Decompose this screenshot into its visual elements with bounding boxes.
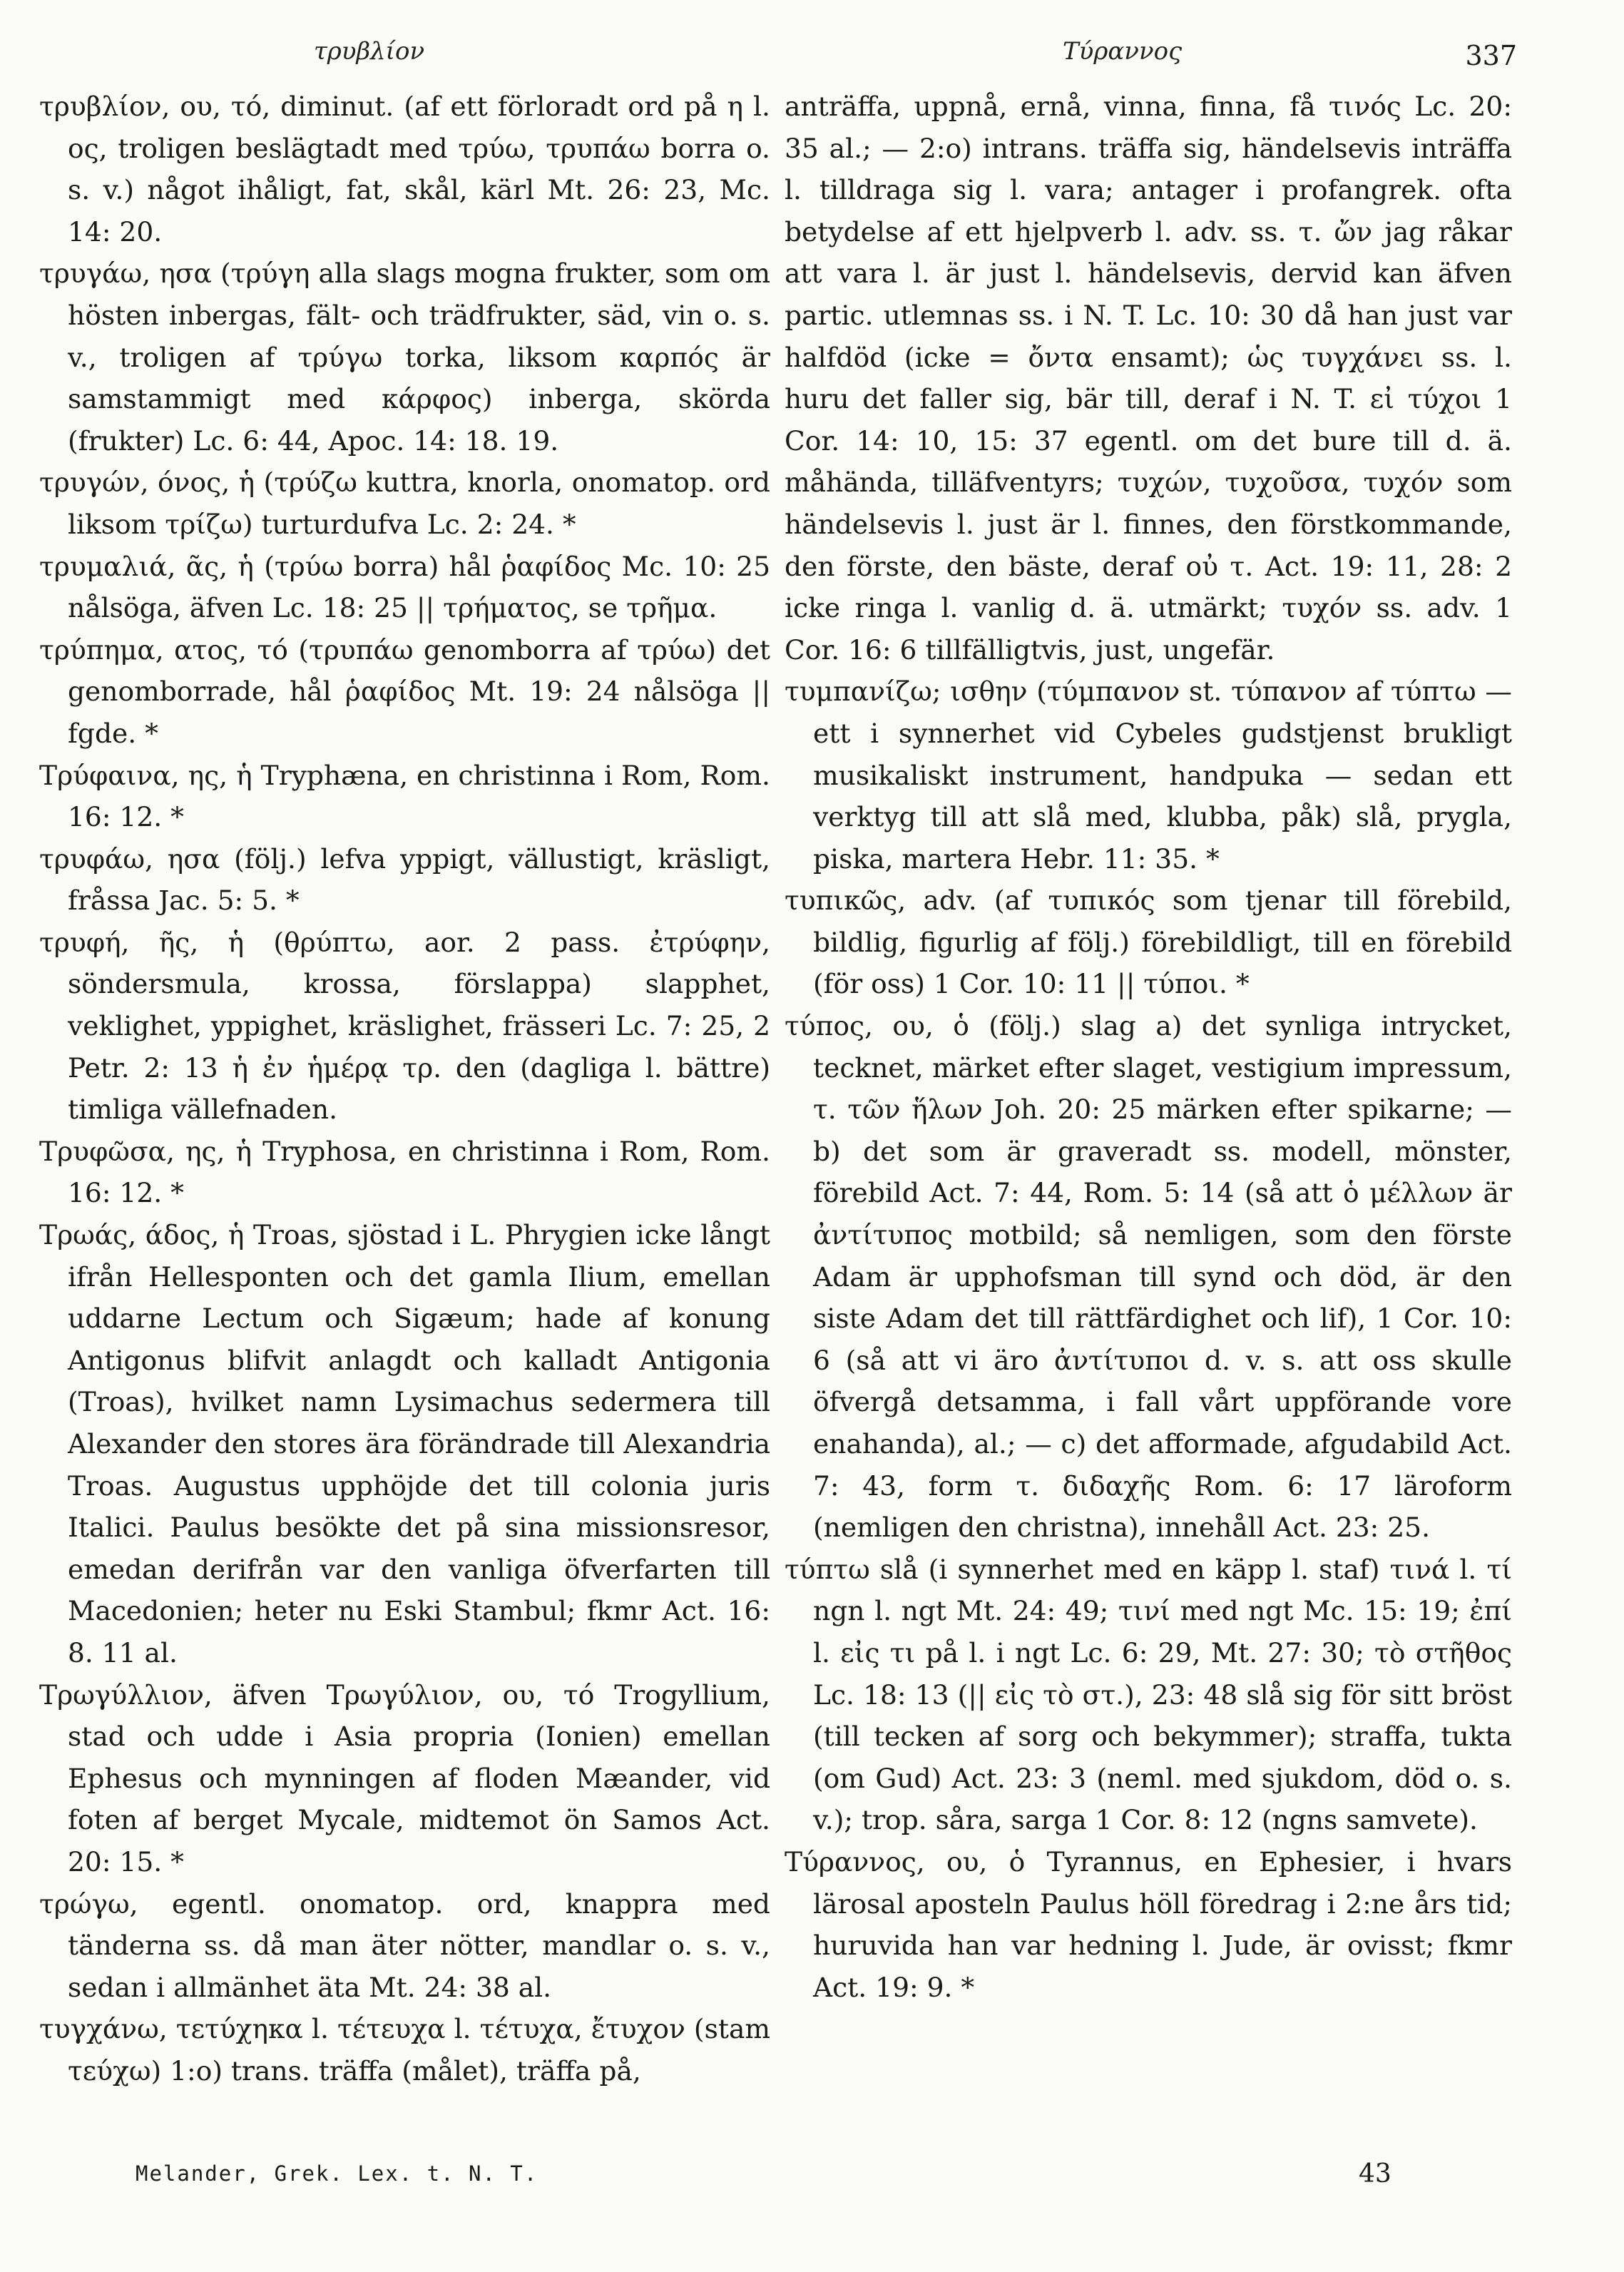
- entry-truphao: τρυφάω, ησα (följ.) lefva yppigt, vällustigt, kräsligt, fråssa Jac. 5: 5. *: [39, 842, 770, 917]
- left-running-head: τρυβλίον: [314, 37, 425, 66]
- entry-tryphosa: Τρυφῶσα, ης, ἡ Tryphosa, en christinna i Rom, Rom. 16: 12. *: [39, 1135, 770, 1209]
- entry-tryphaena: Τρύφαινα, ης, ἡ Tryphæna, en christinna i Rom, Rom. 16: 12. *: [39, 759, 770, 833]
- right-column: [785, 86, 1512, 2008]
- entry-trugon: τρυγών, όνος, ἡ (τρύζω kuttra, knorla, onomatop. ord liksom τρίζω) turturdufva Lc. 2: 24. *: [39, 467, 770, 540]
- signature-mark: 43: [1359, 2159, 1391, 2189]
- entry-tugchano-continued: anträffa, uppnå, ernå, vinna, finna, få τινός Lc. 20: 35 al.; — 2:o) intrans. träffa sig, händelsevis inträffa l. tilldraga sig l. vara; antager i profangrek. ofta betydelse af ett hjelpverb l. adv. ss. τ. ὤν jag råkar att vara l. är just l. händelsevis, dervid kan äfven partic. utlemnas ss. i N. T. Lc. 10: 30 då han just var halfdöd (icke = ὄντα ensamt); ὡς τυγχάνει ss. l. huru det faller sig, bär till, deraf i N. T. εἰ τύχοι 1 Cor. 14: 10, 15: 37 egentl. om det bure till d. ä. måhända, tilläfventyrs; τυχών, τυχοῦσα, τυχόν som händelsevis l. just är l. finnes, den förstkommande, den förste, den bäste, deraf οὐ τ. Act. 19: 11, 28: 2 icke ringa l. vanlig d. ä. utmärkt; τυχόν ss. adv. 1 Cor. 16: 6 tillfälligtvis, just, ungefär.: [785, 91, 1512, 666]
- entry-trumalia: τρυμαλιά, ᾶς, ἡ (τρύω borra) hål ῥαφίδος Mc. 10: 25 nålsöga, äfven Lc. 18: 25 || τρήματος, se τρῆμα.: [39, 550, 770, 624]
- entry-trogo: τρώγω, egentl. onomatop. ord, knappra med tänderna ss. då man äter nötter, mandlar o. s. v., sedan i allmänhet äta Mt. 24: 38 al.: [39, 1888, 770, 2003]
- entry-tupto: τύπτω slå (i synnerhet med en käpp l. staf) τινά l. τί ngn l. ngt Mt. 24: 49; τινί med ngt Mc. 15: 19; ἐπί l. εἰς τι på l. i ngt Lc. 6: 29, Mt. 27: 30; τὸ στῆθος Lc. 18: 13 (|| εἰς τὸ στ.), 23: 48 slå sig för sitt bröst (till tecken af sorg och bekymmer); straffa, tukta (om Gud) Act. 23: 3 (neml. med sjukdom, död o. s. v.); trop. såra, sarga 1 Cor. 8: 12 (ngns samvete).: [785, 1553, 1512, 1836]
- entry-tugchano: τυγχάνω, τετύχηκα l. τέτευχα l. τέτυχα, ἔτυχον (stam τεύχω) 1:o) trans. träffa (målet), träffa på,: [39, 2013, 770, 2087]
- entry-tumpanizo: τυμπανίζω; ισθην (τύμπανον st. τύπανον af τύπτω — ett i synnerhet vid Cybeles gudstjenst brukligt musikaliskt instrument, handpuka — sedan ett verktyg till att slå med, klubba, påk) slå, prygla, piska, martera Hebr. 11: 35. *: [785, 676, 1512, 875]
- entry-trublion: τρυβλίον, ου, τό, diminut. (af ett förloradt ord på η l. ος, troligen beslägtadt med τρύω, τρυπάω borra o. s. v.) något ihåligt, fat, skål, kärl Mt. 26: 23, Mc. 14: 20.: [39, 91, 770, 248]
- entry-trugao: τρυγάω, ησα (τρύγη alla slags mogna frukter, som om hösten inbergas, fält- och trädfrukter, säd, vin o. s. v., troligen af τρύγω torka, liksom καρπός är samstammigt med κάρφος) inberga, skörda (frukter) Lc. 6: 44, Apoc. 14: 18. 19.: [39, 258, 770, 457]
- page-number: 337: [1465, 40, 1517, 71]
- entry-tupos: τύπος, ου, ὁ (följ.) slag a) det synliga intrycket, tecknet, märket efter slaget, vestigium impressum, τ. τῶν ἥλων Joh. 20: 25 märken efter spikarne; — b) det som är graveradt ss. modell, mönster, förebild Act. 7: 44, Rom. 5: 14 (så att ὁ μέλλων är ἀντίτυπος motbild; så nemligen, som den förste Adam är upphofsman till synd och död, är den siste Adam det till rättfärdighet och lif), 1 Cor. 10: 6 (så att vi äro ἀντίτυποι d. v. s. att oss skulle öfvergå detsamma, i fall vårt uppförande vore enahanda), al.; — c) det afformade, afgudabild Act. 7: 43, form τ. διδαχῆς Rom. 6: 17 läroform (nemligen den christna), innehåll Act. 23: 25.: [785, 1010, 1512, 1544]
- publisher-line: Melander, Grek. Lex. t. N. T.: [136, 2161, 538, 2186]
- entry-trogyllium: Τρωγύλλιον, äfven Τρωγύλιον, ου, τό Trogyllium, stad och udde i Asia propria (Ionien) emellan Ephesus och mynningen af floden Mæander, vid foten af berget Mycale, midtemot ön Samos Act. 20: 15. *: [39, 1678, 770, 1878]
- entry-tyrannus: Τύραννος, ου, ὁ Tyrannus, en Ephesier, i hvars lärosal aposteln Paulus höll föredrag i 2:ne års tid; huruvida han var hedning l. Jude, är ovisst; fkmr Act. 19: 9. *: [785, 1845, 1512, 2003]
- right-running-head: Τύραννος: [1063, 37, 1183, 66]
- left-column: [39, 86, 770, 2092]
- entry-troas: Τρωάς, άδος, ἡ Troas, sjöstad i L. Phrygien icke långt ifrån Hellesponten och det gamla Ilium, emellan uddarne Lectum och Sigæum; hade af konung Antigonus blifvit anlagdt och kalladt Antigonia (Troas), hvilket namn Lysimachus sedermera till Alexander den stores ära förändrade till Alexandria Troas. Augustus upphöjde det till colonia juris Italici. Paulus besökte det på sina missionsresor, emedan derifrån var den vanliga öfverfarten till Macedonien; heter nu Eski Stambul; fkmr Act. 16: 8. 11 al.: [39, 1219, 770, 1669]
- entry-truphe: τρυφή, ῆς, ἡ (θρύπτω, aor. 2 pass. ἐτρύφην, söndersmula, krossa, förslappa) slapphet, veklighet, yppighet, kräslighet, frässeri Lc. 7: 25, 2 Petr. 2: 13 ἡ ἐν ἡμέρᾳ τρ. den (dagliga l. bättre) timliga vällefnaden.: [39, 926, 770, 1126]
- entry-tupikos: τυπικῶς, adv. (af τυπικός som tjenar till förebild, bildlig, figurlig af följ.) förebildligt, till en förebild (för oss) 1 Cor. 10: 11 || τύποι. *: [785, 885, 1512, 1000]
- entry-trupema: τρύπημα, ατος, τό (τρυπάω genomborra af τρύω) det genomborrade, hål ῥαφίδος Mt. 19: 24 nålsöga || fgde. *: [39, 633, 770, 749]
